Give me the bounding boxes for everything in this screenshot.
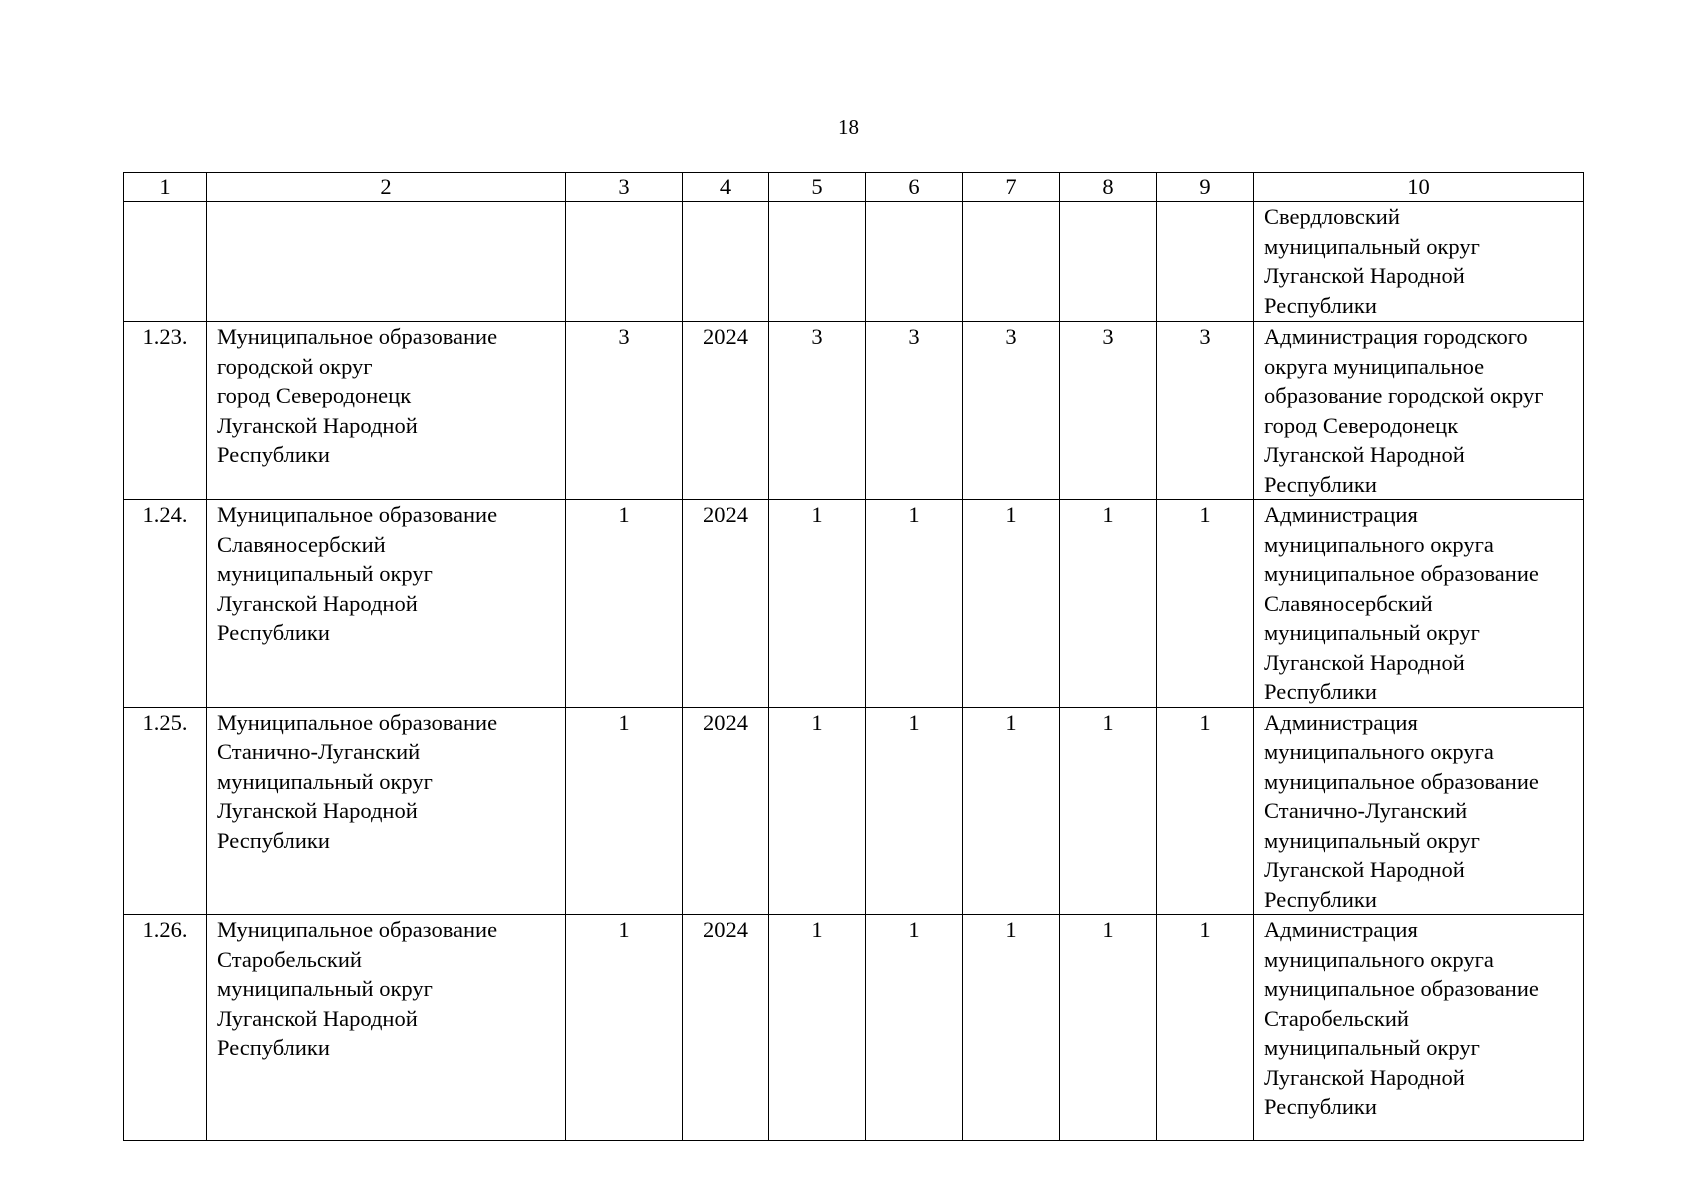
municipality-name-cell: Муниципальное образование Старобельский муниципальный округ Луганской Народной Республики — [207, 915, 566, 1141]
table-row — [124, 707, 1584, 915]
column-header: 9 — [1157, 173, 1254, 202]
value-cell: 3 — [963, 322, 1060, 500]
responsible-cell: Администрация муниципального округа муниципальное образование Старобельский муниципальный округ Луганской Народной Республики — [1254, 915, 1584, 1141]
table-row — [124, 322, 1584, 500]
column-header: 7 — [963, 173, 1060, 202]
value-cell: 1 — [866, 707, 963, 915]
responsible-cell: Свердловский муниципальный округ Луганской Народной Республики — [1254, 202, 1584, 322]
value-cell: 1 — [866, 500, 963, 708]
municipality-name-cell: Муниципальное образование Славяносербский муниципальный округ Луганской Народной Республики — [207, 500, 566, 708]
value-cell — [866, 202, 963, 322]
row-number-cell: 1.24. — [124, 500, 207, 708]
value-cell: 1 — [566, 500, 683, 708]
data-table — [123, 172, 1584, 1141]
value-cell: 1 — [866, 915, 963, 1141]
value-cell: 3 — [1060, 322, 1157, 500]
year-cell: 2024 — [683, 322, 769, 500]
value-cell: 1 — [1060, 915, 1157, 1141]
header-row — [124, 173, 1584, 202]
value-cell: 1 — [769, 707, 866, 915]
value-cell: 1 — [566, 915, 683, 1141]
responsible-cell: Администрация муниципального округа муниципальное образование Славяносербский муниципальный округ Луганской Народной Республики — [1254, 500, 1584, 708]
value-cell: 1 — [963, 707, 1060, 915]
column-header: 2 — [207, 173, 566, 202]
value-cell: 1 — [769, 500, 866, 708]
column-header: 4 — [683, 173, 769, 202]
value-cell: 1 — [769, 915, 866, 1141]
table-row — [124, 915, 1584, 1141]
value-cell — [1060, 202, 1157, 322]
value-cell: 1 — [1060, 500, 1157, 708]
value-cell: 1 — [566, 707, 683, 915]
value-cell: 3 — [1157, 322, 1254, 500]
value-cell: 1 — [1157, 500, 1254, 708]
column-header: 3 — [566, 173, 683, 202]
value-cell: 1 — [1060, 707, 1157, 915]
row-number-cell — [124, 202, 207, 322]
row-number-cell: 1.25. — [124, 707, 207, 915]
value-cell: 1 — [1157, 707, 1254, 915]
responsible-cell: Администрация городского округа муниципальное образование городской округ город Северодонецк Луганской Народной Республики — [1254, 322, 1584, 500]
column-header: 6 — [866, 173, 963, 202]
value-cell — [769, 202, 866, 322]
table-row — [124, 500, 1584, 708]
table-row — [124, 202, 1584, 322]
value-cell: 3 — [566, 322, 683, 500]
value-cell — [1157, 202, 1254, 322]
municipality-name-cell: Муниципальное образование Станично-Луганский муниципальный округ Луганской Народной Республики — [207, 707, 566, 915]
year-cell — [683, 202, 769, 322]
value-cell: 1 — [963, 915, 1060, 1141]
column-header: 5 — [769, 173, 866, 202]
municipality-name-cell — [207, 202, 566, 322]
page-number: 18 — [838, 115, 859, 139]
value-cell: 3 — [866, 322, 963, 500]
responsible-cell: Администрация муниципального округа муниципальное образование Станично-Луганский муниципальный округ Луганской Народной Республики — [1254, 707, 1584, 915]
value-cell: 1 — [1157, 915, 1254, 1141]
municipality-name-cell: Муниципальное образование городской округ город Северодонецк Луганской Народной Республики — [207, 322, 566, 500]
column-header: 1 — [124, 173, 207, 202]
value-cell — [566, 202, 683, 322]
year-cell: 2024 — [683, 915, 769, 1141]
value-cell — [963, 202, 1060, 322]
value-cell: 3 — [769, 322, 866, 500]
value-cell: 1 — [963, 500, 1060, 708]
year-cell: 2024 — [683, 707, 769, 915]
year-cell: 2024 — [683, 500, 769, 708]
row-number-cell: 1.23. — [124, 322, 207, 500]
row-number-cell: 1.26. — [124, 915, 207, 1141]
column-header: 10 — [1254, 173, 1584, 202]
column-header: 8 — [1060, 173, 1157, 202]
